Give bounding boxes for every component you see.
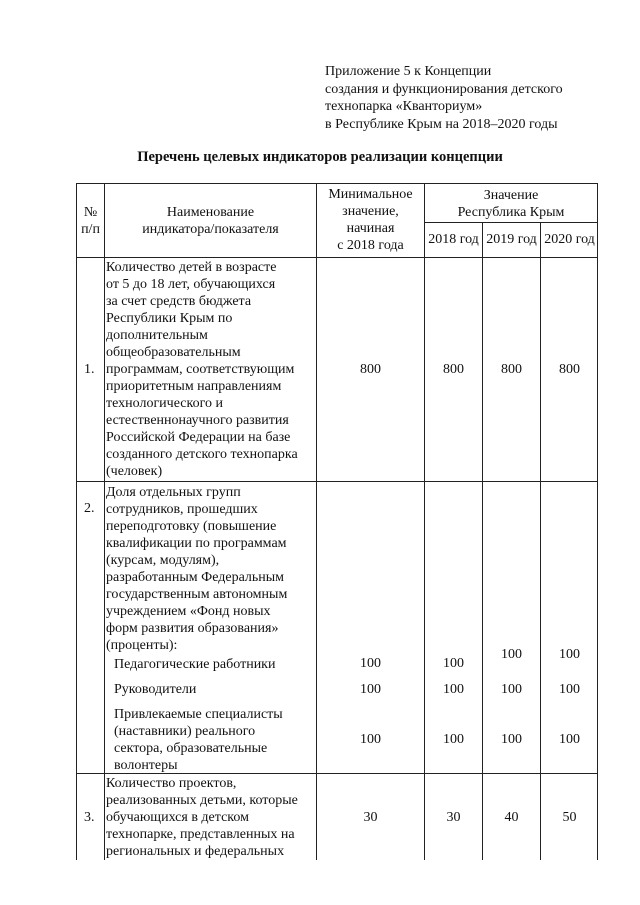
table-divider-row1	[76, 481, 598, 482]
table-col-divider	[482, 222, 483, 860]
header-min: Минимальное значение, начиная с 2018 года	[328, 187, 413, 253]
row-2-sub-label: Привлекаемые специалисты (наставники) реального сектора, образовательные волонтеры	[114, 707, 283, 773]
row-1-num: 1.	[84, 362, 95, 377]
row-2-sub-min: 100	[360, 732, 381, 747]
row-2-num: 2.	[84, 501, 95, 516]
row-2-sub-2019: 100	[501, 647, 522, 662]
row-1-2019: 800	[501, 362, 522, 377]
header-year: 2020 год	[544, 232, 595, 247]
table-col-divider	[424, 183, 425, 860]
appendix-line: Приложение 5 к Концепции	[325, 64, 492, 79]
table-border-top	[76, 183, 598, 184]
row-2-name: Доля отдельных групп сотрудников, прошедших переподготовку (повышение квалификации по программам (курсам, модулям), разработанным Федеральным государственным автономным учреждением «Фонд новых форм развития образования» (проценты):	[106, 485, 288, 653]
header-name: Наименование индикатора/показателя	[142, 205, 279, 237]
row-1-2020: 800	[559, 362, 580, 377]
table-divider-header	[76, 257, 598, 258]
row-2-sub-2018: 100	[443, 656, 464, 671]
row-3-2020: 50	[562, 810, 577, 825]
row-2-sub-2020: 100	[559, 682, 580, 697]
table-border-left	[76, 183, 77, 860]
row-1-name: Количество детей в возрасте от 5 до 18 лет, обучающихся за счет средств бюджета Республики Крым по дополнительным общеобразовательным программам, соответствующим приоритетным направлениям технологического и естественнонаучного развития Российской Федерации на базе созданного детского технопарка (человек)	[106, 260, 298, 479]
row-2-sub-2019: 100	[501, 732, 522, 747]
header-num: № п/п	[81, 205, 100, 237]
appendix-line: создания и функционирования детского	[325, 81, 563, 97]
table-border-right	[597, 183, 598, 860]
row-3-name: Количество проектов, реализованных детьми, которые обучающихся в детском технопарке, представленных на региональных и федеральных	[106, 776, 298, 859]
row-2-sub-2020: 100	[559, 647, 580, 662]
row-2-sub-2018: 100	[443, 682, 464, 697]
table-col-divider	[316, 183, 317, 860]
row-2-sub-label: Руководители	[114, 682, 197, 697]
table-divider-years	[424, 222, 598, 223]
appendix-line: в Республике Крым на 2018–2020 годы	[325, 116, 558, 132]
row-2-sub-label: Педагогические работники	[114, 657, 276, 672]
row-3-2018: 30	[446, 810, 461, 825]
row-2-sub-2018: 100	[443, 732, 464, 747]
row-3-2019: 40	[504, 810, 519, 825]
row-3-min: 30	[363, 810, 378, 825]
row-3-num: 3.	[84, 810, 95, 825]
header-year: 2019 год	[486, 232, 537, 247]
appendix-line: технопарка «Кванториум»	[325, 99, 483, 114]
row-1-2018: 800	[443, 362, 464, 377]
page-title: Перечень целевых индикаторов реализации концепции	[137, 149, 503, 165]
header-year: 2018 год	[428, 232, 479, 247]
row-2-sub-2019: 100	[501, 682, 522, 697]
row-2-sub-2020: 100	[559, 732, 580, 747]
header-value-group: Значение Республика Крым	[457, 188, 565, 220]
table-col-divider	[540, 222, 541, 860]
table-col-divider	[104, 183, 105, 860]
row-2-sub-min: 100	[360, 682, 381, 697]
row-1-min: 800	[360, 362, 381, 377]
appendix-header	[325, 63, 563, 133]
row-2-sub-min: 100	[360, 656, 381, 671]
